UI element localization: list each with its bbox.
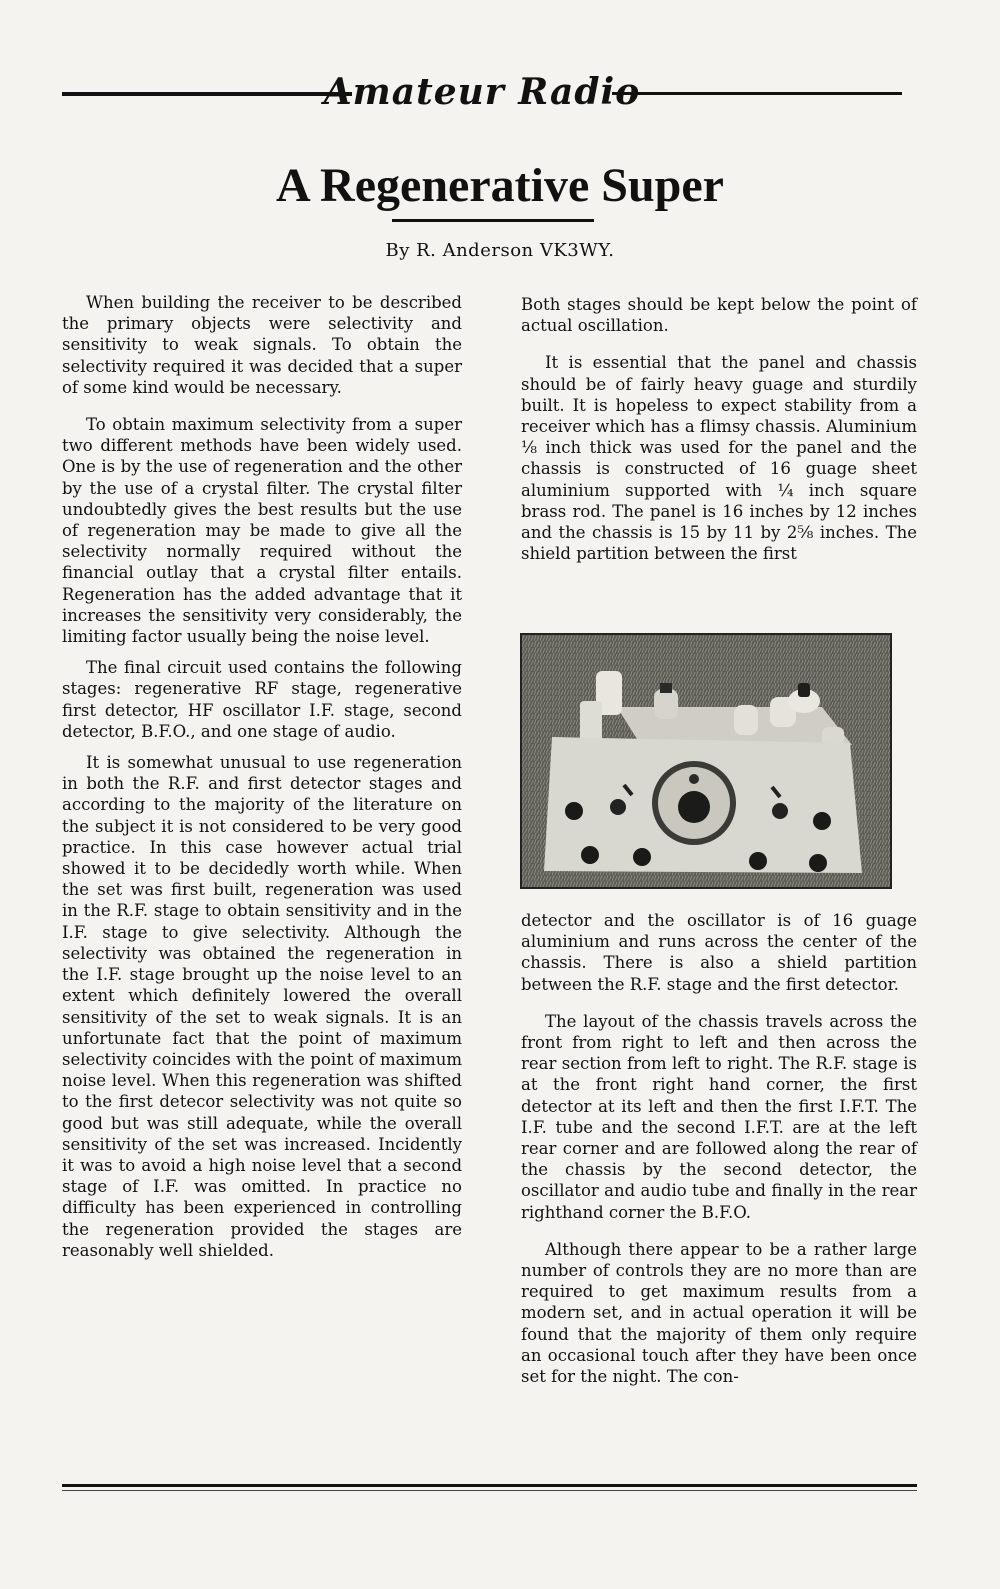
- footer-rule: [62, 1484, 917, 1487]
- masthead: [62, 70, 902, 114]
- left-column: [62, 292, 462, 1261]
- receiver-photo: [520, 633, 892, 889]
- right-column-top: [521, 294, 917, 564]
- paragraph: detector and the oscillator is of 16 guage aluminium and runs across the center of the chassis. There is also a shield partition between the R.F. stage and the first detector.: [521, 911, 917, 994]
- paragraph: It is somewhat unusual to use regeneration in both the R.F. and first detector stages and according to the majority of the literature on the subject it is not considered to be very good practice. In this case however actual trial showed it to be decidedly worth while. When the set was first built, regeneration was used in the R.F. stage to obtain sensitivity and in the I.F. stage to give selectivity. Although the selectivity was obtained the regeneration in the I.F. stage brought up the noise level to an extent which definitely lowered the overall sensitivity of the set to weak signals. It is an unfortunate fact that the point of maximum selectivity coincides with the point of maximum noise level. When this regeneration was shifted to the first detecor selectivity was not quite so good but was still adequate, while the overall sensitivity of the set was increased. Incidently it was to avoid a high noise level that a second stage of I.F. was omitted. In practice no difficulty has been experienced in controlling the regeneration provided the stages are reasonably well shielded.: [62, 753, 462, 1260]
- paragraph: Both stages should be kept below the point of actual oscillation.: [521, 295, 917, 336]
- right-column-bottom: [521, 910, 917, 1387]
- article-byline: By R. Anderson VK3WY.: [385, 240, 615, 261]
- footer-rule-thin: [62, 1490, 917, 1491]
- paragraph: It is essential that the panel and chassis should be of fairly heavy guage and sturdily built. It is hopeless to expect stability from a receiver which has a flimsy chassis. Aluminium ⅛ inch thick was used for the panel and the chassis is constructed of 16 guage sheet aluminium supported with ¼ inch square brass rod. The panel is 16 inches by 12 inches and the chassis is 15 by 11 by 2⅝ inches. The shield partition between the first: [521, 353, 917, 564]
- paragraph: The final circuit used contains the following stages: regenerative RF stage, regenerative first detector, HF oscillator I.F. stage, second detector, B.F.O., and one stage of audio.: [62, 658, 462, 741]
- paragraph: To obtain maximum selectivity from a super two different methods have been widely used. One is by the use of regeneration and the other by the use of a crystal filter. The crystal filter undoubtedly gives the best results but the use of regeneration may be made to give all the selectivity normally required without the financial outlay that a crystal filter entails. Regeneration has the added advantage that it increases the sensitivity very considerably, the limiting factor usually being the noise level.: [62, 415, 462, 647]
- paragraph: The layout of the chassis travels across the front from right to left and then across the rear section from left to right. The R.F. stage is at the front right hand corner, the first detector at its left and then the first I.F.T. The I.F. tube and the second I.F.T. are at the left rear corner and are followed along the rear of the chassis by the second detector, the oscillator and audio tube and finally in the rear righthand corner the B.F.O.: [521, 1011, 917, 1222]
- article-title: A Regenerative Super: [276, 159, 724, 212]
- section-title: Amateur Radio: [323, 71, 641, 113]
- paragraph: When building the receiver to be described the primary objects were selectivity and sensitivity to weak signals. To obtain the selectivity required it was decided that a super of some kind would be necessary.: [62, 293, 462, 397]
- paragraph: Although there appear to be a rather large number of controls they are no more than are required to get maximum results from a modern set, and in actual operation it will be found that the majority of them only require an occasional touch after they have been once set for the night. The con-: [521, 1239, 917, 1387]
- title-underline: [392, 219, 594, 222]
